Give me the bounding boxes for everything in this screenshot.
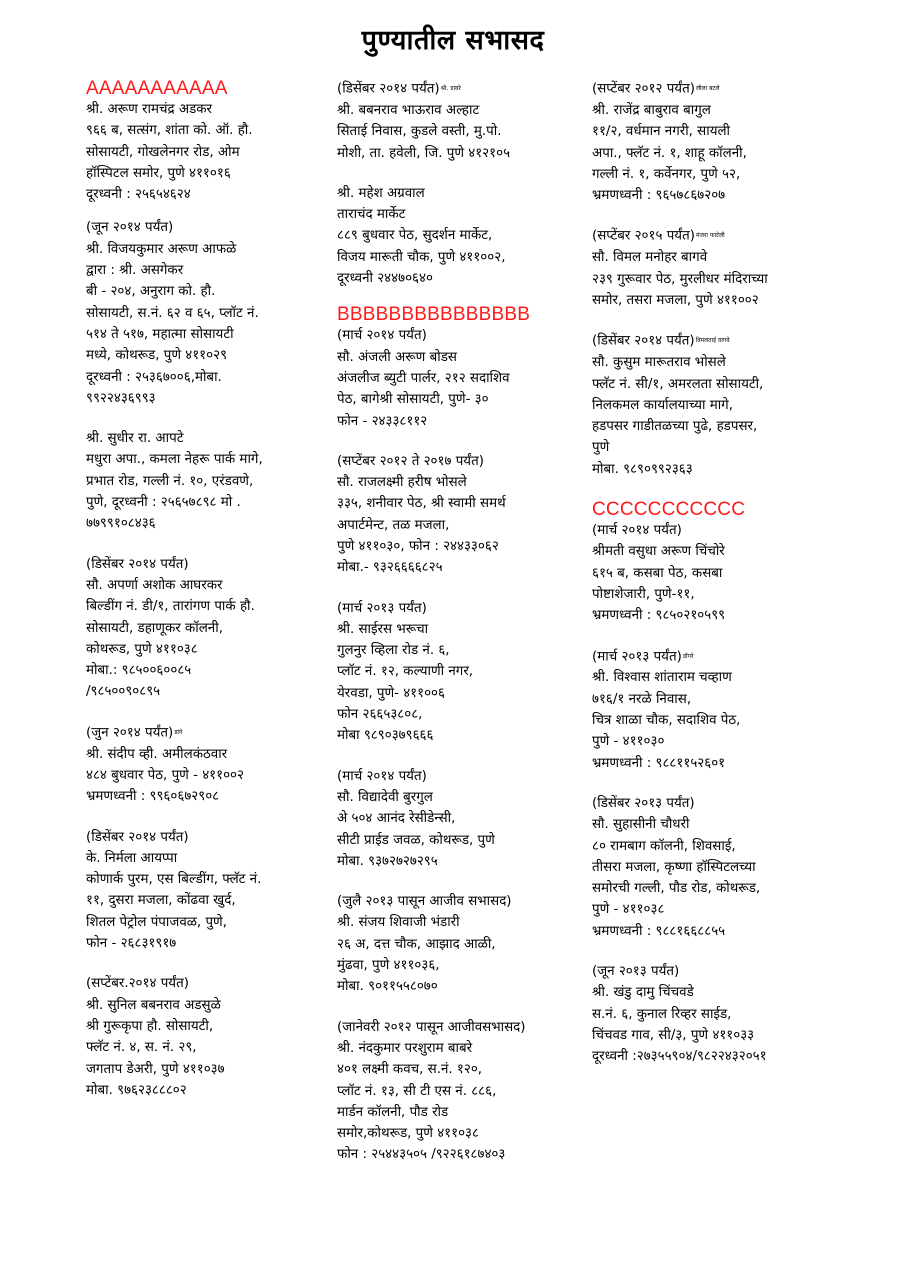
address-line: प्लॉट नं. १३, सी टी एस नं. ८८६, (337, 1083, 497, 1099)
membership-period (592, 646, 842, 668)
address-line: भ्रमणध्वनी : ९८५०२१०५९९ (592, 608, 726, 624)
address-line: गल्ली नं. १, कर्वेनगर, पुणे ५२, (592, 166, 741, 182)
address-line: ११/२, वर्धमान नगरी, सायली (592, 124, 731, 140)
membership-period (592, 520, 842, 541)
section-letter-heading: AAAAAAAAAAA (86, 78, 228, 99)
member-name: श्री. विजयकुमार अरूण आफळे (86, 241, 237, 257)
address-line: द्वारा : श्री. असगेकर (86, 263, 184, 279)
membership-period (592, 330, 842, 352)
member-entry (337, 78, 585, 164)
member-name: श्री. बबनराव भाऊराव अल्हाट (337, 102, 480, 118)
membership-period-text: (मार्च २०१४ पर्यंत) (337, 328, 427, 344)
address-line: पुणे ४११०३०, फोन : २४४३३०६२ (337, 539, 499, 554)
address-line: ५१४ ते ५१७, महात्मा सोसायटी (86, 326, 234, 342)
membership-period (592, 225, 842, 247)
page-title: पुण्यातील सभासद (361, 25, 545, 56)
address-line: पुणे, दूरध्वनी : २५६५७८९८ मो . (86, 495, 241, 511)
address-line: भ्रमणध्वनी : ९८८११५२६०१ (592, 755, 726, 771)
address-line: २३९ गुरूवार पेठ, मुरलीधर मंदिराच्या (592, 271, 768, 287)
member-name: के. निर्मला आयप्पा (86, 850, 178, 866)
member-name: सौ. अंजली अरूण बोडस (337, 349, 457, 365)
membership-period (337, 598, 585, 619)
address-line: अे ५०४ आनंद रेसीडेन्सी, (337, 811, 456, 827)
address-line: दूरध्वनी : २५६५४६२४ (86, 187, 191, 203)
address-line: सोसायटी, डहाणूकर कॉलनी, (86, 620, 223, 636)
member-name: सौ. विमल मनोहर बागवे (592, 250, 708, 266)
membership-period (86, 827, 334, 848)
address-line: कोणार्क पुरम, एस बिल्डींग, फ्लॅट नं. (86, 872, 262, 888)
member-entry (86, 827, 334, 955)
address-line: मध्ये, कोथरूड, पुणे ४११०२९ (86, 348, 228, 364)
membership-period-text: (जुलै २०१३ पासून आजीव सभासद) (337, 894, 512, 910)
address-line: मोबा ९८९०३७९६६६ (337, 728, 434, 744)
address-line: अंजलीज ब्युटी पार्लर, २१२ सदाशिव (337, 370, 510, 386)
address-line: ४०१ लक्ष्मी कवच, स.नं. १२०, (337, 1062, 483, 1078)
membership-period-text: (डिसेंबर २०१४ पर्यंत) (86, 829, 189, 845)
address-line: फोन - २४३३८११२ (337, 413, 428, 429)
address-line: ६१५ ब, कसबा पेठ, कसबा (592, 565, 723, 581)
member-name: श्री. सुनिल बबनराव अडसुळे (86, 997, 221, 1013)
address-line: भ्रमणध्वनी : ९६५७८६७२०७ (592, 188, 726, 204)
member-entry (86, 217, 334, 409)
member-entry (592, 520, 842, 626)
membership-period (592, 78, 842, 100)
address-line: ११, दुसरा मजला, कोंढवा खुर्द, (86, 893, 236, 909)
address-line: /९८५००९०८९५ (86, 684, 161, 700)
member-name: सौ. कुसुम मारूतराव भोसले (592, 355, 726, 371)
address-line: हडपसर गाडीतळच्या पुढे, हडपसर, (592, 419, 758, 435)
membership-period-text: (डिसेंबर २०१३ पर्यंत) (592, 795, 695, 811)
handwritten-note: डांगे (174, 728, 183, 736)
member-entry (592, 330, 842, 480)
address-line: समोर, तसरा मजला, पुणे ४११००२ (592, 292, 759, 308)
section-letter-heading: BBBBBBBBBBBBBBB (337, 304, 531, 326)
membership-period-text: (डिसेंबर २०१४ पर्यंत) (337, 81, 440, 97)
address-line: फ्लॅट नं. ४, स. नं. २९, (86, 1040, 197, 1056)
address-line: ९९२२४३६९९३ (86, 390, 156, 406)
address-line: फ्लॅट नं. सी/१, अमरलता सोसायटी, (592, 376, 764, 392)
address-line: प्रभात रोड, गल्ली नं. १०, एरंडवणे, (86, 473, 254, 489)
address-line: मोशी, ता. हवेली, जि. पुणे ४१२१०५ (337, 145, 511, 161)
address-line: ७१६/१ नरळे निवास, (592, 691, 692, 707)
address-line: मोबा.- ९३२६६६६८२५ (337, 560, 443, 576)
address-line: मोबा. ९८९०९९२३६३ (592, 461, 693, 477)
member-name: सौ. राजलक्ष्मी हरीष भोसले (337, 475, 467, 491)
address-line: दूरध्वनी : २५३६७००६,मोबा. (86, 369, 222, 385)
member-entry (592, 225, 842, 311)
column-1 (86, 78, 334, 1120)
address-line: ४८४ बुधवार पेठ, पुणे - ४११००२ (86, 767, 244, 783)
membership-period (86, 973, 334, 994)
address-line: स.नं. ६, कुनाल रिव्हर साईड, (592, 1006, 732, 1022)
address-line: समोरची गल्ली, पौड रोड, कोथरूड, (592, 881, 761, 897)
address-line: फोन २६६५३८०८, (337, 707, 423, 723)
address-line: हॉस्पिटल समोर, पुणे ४११०१६ (86, 165, 231, 181)
address-line: मोबा. ९०११५५८०७० (337, 979, 438, 995)
membership-period (592, 961, 842, 982)
membership-period (337, 891, 585, 912)
address-line: विजय मारूती चौक, पुणे ४११००२, (337, 249, 506, 265)
member-entry (337, 766, 585, 872)
member-entry (86, 973, 334, 1101)
address-line: भ्रमणध्वनी : ९९६०६७२९०८ (86, 789, 220, 805)
membership-period-text: (जानेवरी २०१२ पासून आजीवसभासद) (337, 1019, 526, 1035)
member-entry (86, 722, 334, 808)
member-entry (592, 961, 842, 1067)
membership-period-text: (मार्च २०१३ पर्यंत) (337, 600, 427, 616)
address-line: ३३५, शनीवार पेठ, श्री स्वामी समर्थ (337, 496, 506, 512)
address-line: ९६६ ब, सत्संग, शांता को. ऑ. हौ. (86, 123, 253, 139)
member-entry (337, 325, 585, 431)
address-line: पेठ, बागेश्री सोसायटी, पुणे- ३० (337, 392, 489, 408)
address-line: दूरध्वनी २४४७०६४० (337, 271, 433, 287)
address-line: पुणे - ४११०३८ (592, 902, 665, 918)
member-entry (592, 78, 842, 206)
member-name: सौ. अपर्णा अशोक आघरकर (86, 577, 223, 593)
member-name: श्री. संदीप व्ही. अमीलकंठवार (86, 746, 228, 762)
membership-period-text: (डिसेंबर २०१४ पर्यंत) (86, 556, 189, 572)
membership-period (337, 451, 585, 472)
address-line: सीटी प्राईड जवळ, कोथरूड, पुणे (337, 832, 495, 848)
address-line: बी - २०४, अनुराग को. हौ. (86, 284, 216, 300)
address-line: भ्रमणध्वनी : ९८८१६६८८५५ (592, 923, 726, 939)
membership-period-text: (सप्टेंबर २०१५ पर्यंत) (592, 229, 695, 245)
address-line: फोन - २६८३१९१७ (86, 936, 177, 952)
member-entry (337, 598, 585, 747)
address-line: पोष्टाशेजारी, पुणे-११, (592, 586, 695, 602)
membership-period (337, 1017, 585, 1038)
handwritten-note: मंजरा फाटेली (695, 232, 725, 240)
member-name: श्री. खंडु दामु चिंचवडे (592, 985, 694, 1001)
address-line: ताराचंद मार्केट (337, 207, 406, 223)
address-line: फोन : २५४४३५०५ /९२२६१८७४०३ (337, 1147, 506, 1163)
member-name: सौ. सुहासीनी चौधरी (592, 817, 690, 833)
address-line: मोबा.: ९८५००६००८५ (86, 663, 192, 679)
membership-period (86, 217, 334, 238)
member-entry (86, 99, 334, 205)
handwritten-note: श्री. डावरे (440, 85, 461, 92)
handwritten-note: डोंगरे (682, 652, 694, 660)
address-line: पुणे (592, 440, 610, 456)
address-line: प्लॉट नं. १२, कल्याणी नगर, (337, 664, 474, 680)
membership-period-text: (मार्च २०१४ पर्यंत) (337, 768, 427, 784)
address-line: ८८९ बुधवार पेठ, सुदर्शन मार्केट, (337, 228, 493, 244)
address-line: मधुरा अपा., कमला नेहरू पार्क मागे, (86, 452, 263, 468)
address-line: श्री गुरूकृपा हौ. सोसायटी, (86, 1018, 214, 1034)
address-line: सिताई निवास, कुडले वस्ती, मु.पो. (337, 124, 502, 140)
address-line: कोथरूड, पुणे ४११०३८ (86, 641, 198, 657)
membership-period-text: (जून २०१४ पर्यंत) (86, 220, 174, 236)
membership-period-text: (मार्च २०१४ पर्यंत) (592, 523, 682, 539)
address-line: सोसायटी, गोखलेनगर रोड, ओम (86, 144, 240, 160)
address-line: बिल्डींग नं. डी/१, तारांगण पार्क हौ. (86, 599, 255, 615)
member-entry (337, 1017, 585, 1166)
address-line: सोसायटी, स.नं. ६२ व ६५, प्लॉट नं. (86, 305, 259, 321)
member-entry (86, 554, 334, 703)
address-line: गुलनुर व्हिला रोड नं. ६, (337, 643, 450, 659)
address-line: येरवडा, पुणे- ४११००६ (337, 685, 445, 701)
column-2 (337, 78, 585, 1185)
membership-period (337, 325, 585, 346)
member-name: श्री. नंदकुमार परशुराम बाबरे (337, 1040, 473, 1056)
member-entry (592, 646, 842, 774)
address-line: शितल पेट्रोल पंपाजवळ, पुणे, (86, 914, 227, 930)
address-line: चित्र शाळा चौक, सदाशिव पेठ, (592, 713, 741, 729)
address-line: मोबा. ९७६२३८८८०२ (86, 1082, 187, 1098)
member-entry (337, 451, 585, 579)
member-name: श्री. राजेंद्र बाबुराव बागुल (592, 102, 711, 118)
column-3 (592, 78, 842, 1087)
member-entry (86, 428, 334, 534)
membership-period (337, 78, 585, 100)
address-line: मोबा. ९३७२७२७२९५ (337, 853, 438, 869)
address-line: पुणे - ४११०३० (592, 734, 665, 750)
address-line: चिंचवड गाव, सी/३, पुणे ४११०३३ (592, 1027, 755, 1043)
member-entry (337, 891, 585, 997)
address-line: दूरध्वनी :२७३५५९०४/९८२२४३२०५१ (592, 1049, 767, 1065)
membership-period-text: (डिसेंबर २०१४ पर्यंत) (592, 333, 695, 349)
member-name: श्री. विश्वास शांताराम चव्हाण (592, 670, 732, 686)
membership-period-text: (सप्टेंबर.२०१४ पर्यंत) (86, 976, 189, 992)
member-name: श्री. सुधीर रा. आपटे (86, 431, 184, 447)
address-line: ८० रामबाग कॉलनी, शिवसाई, (592, 838, 736, 854)
membership-period (337, 766, 585, 787)
address-line: मार्डन कॉलनी, पौड रोड (337, 1104, 449, 1120)
membership-period-text: (मार्च २०१३ पर्यंत) (592, 649, 682, 665)
member-name: सौ. विद्यादेवी बुरगुल (337, 789, 433, 805)
membership-period (86, 554, 334, 575)
member-name: श्री. संजय शिवाजी भंडारी (337, 915, 460, 931)
address-line: ७७९९१०८४३६ (86, 516, 156, 532)
member-name: श्री. साईरस भरूचा (337, 621, 429, 637)
address-line: निलकमल कार्यालयाच्या मागे, (592, 397, 733, 413)
membership-period-text: (सप्टेंबर २०१२ पर्यंत) (592, 81, 695, 97)
member-entry (592, 793, 842, 942)
membership-period (86, 722, 334, 744)
address-line: अपार्टमेन्ट, तळ मजला, (337, 517, 450, 533)
address-line: २६ अ, दत्त चौक, आझाद आळी, (337, 936, 496, 952)
member-entry (337, 183, 585, 289)
handwritten-note: लीला बटले (695, 85, 720, 92)
membership-period-text: (जून २०१३ पर्यंत) (592, 964, 680, 980)
membership-period (592, 793, 842, 814)
section-letter-heading: CCCCCCCCCCC (592, 499, 746, 521)
address-line: जगताप डेअरी, पुणे ४११०३७ (86, 1061, 225, 1077)
member-name: श्री. महेश अग्रवाल (337, 185, 425, 201)
membership-period-text: (सप्टेंबर २०१२ ते २०१७ पर्यंत) (337, 453, 484, 469)
address-line: मुंढवा, पुणे ४११०३६, (337, 958, 440, 974)
address-line: समोर,कोथरूड, पुणे ४११०३८ (337, 1126, 479, 1142)
membership-period-text: (जुन २०१४ पर्यंत) (86, 725, 174, 741)
address-line: अपा., फ्लॅट नं. १, शाहू कॉलनी, (592, 145, 747, 161)
member-name: श्री. अरूण रामचंद्र अडकर (86, 102, 213, 117)
address-line: तीसरा मजला, कृष्णा हॉस्पिटलच्या (592, 859, 756, 875)
member-name: श्रीमती वसुधा अरूण चिंचोरे (592, 544, 725, 560)
handwritten-note: विमलताई वागवे (695, 337, 730, 345)
